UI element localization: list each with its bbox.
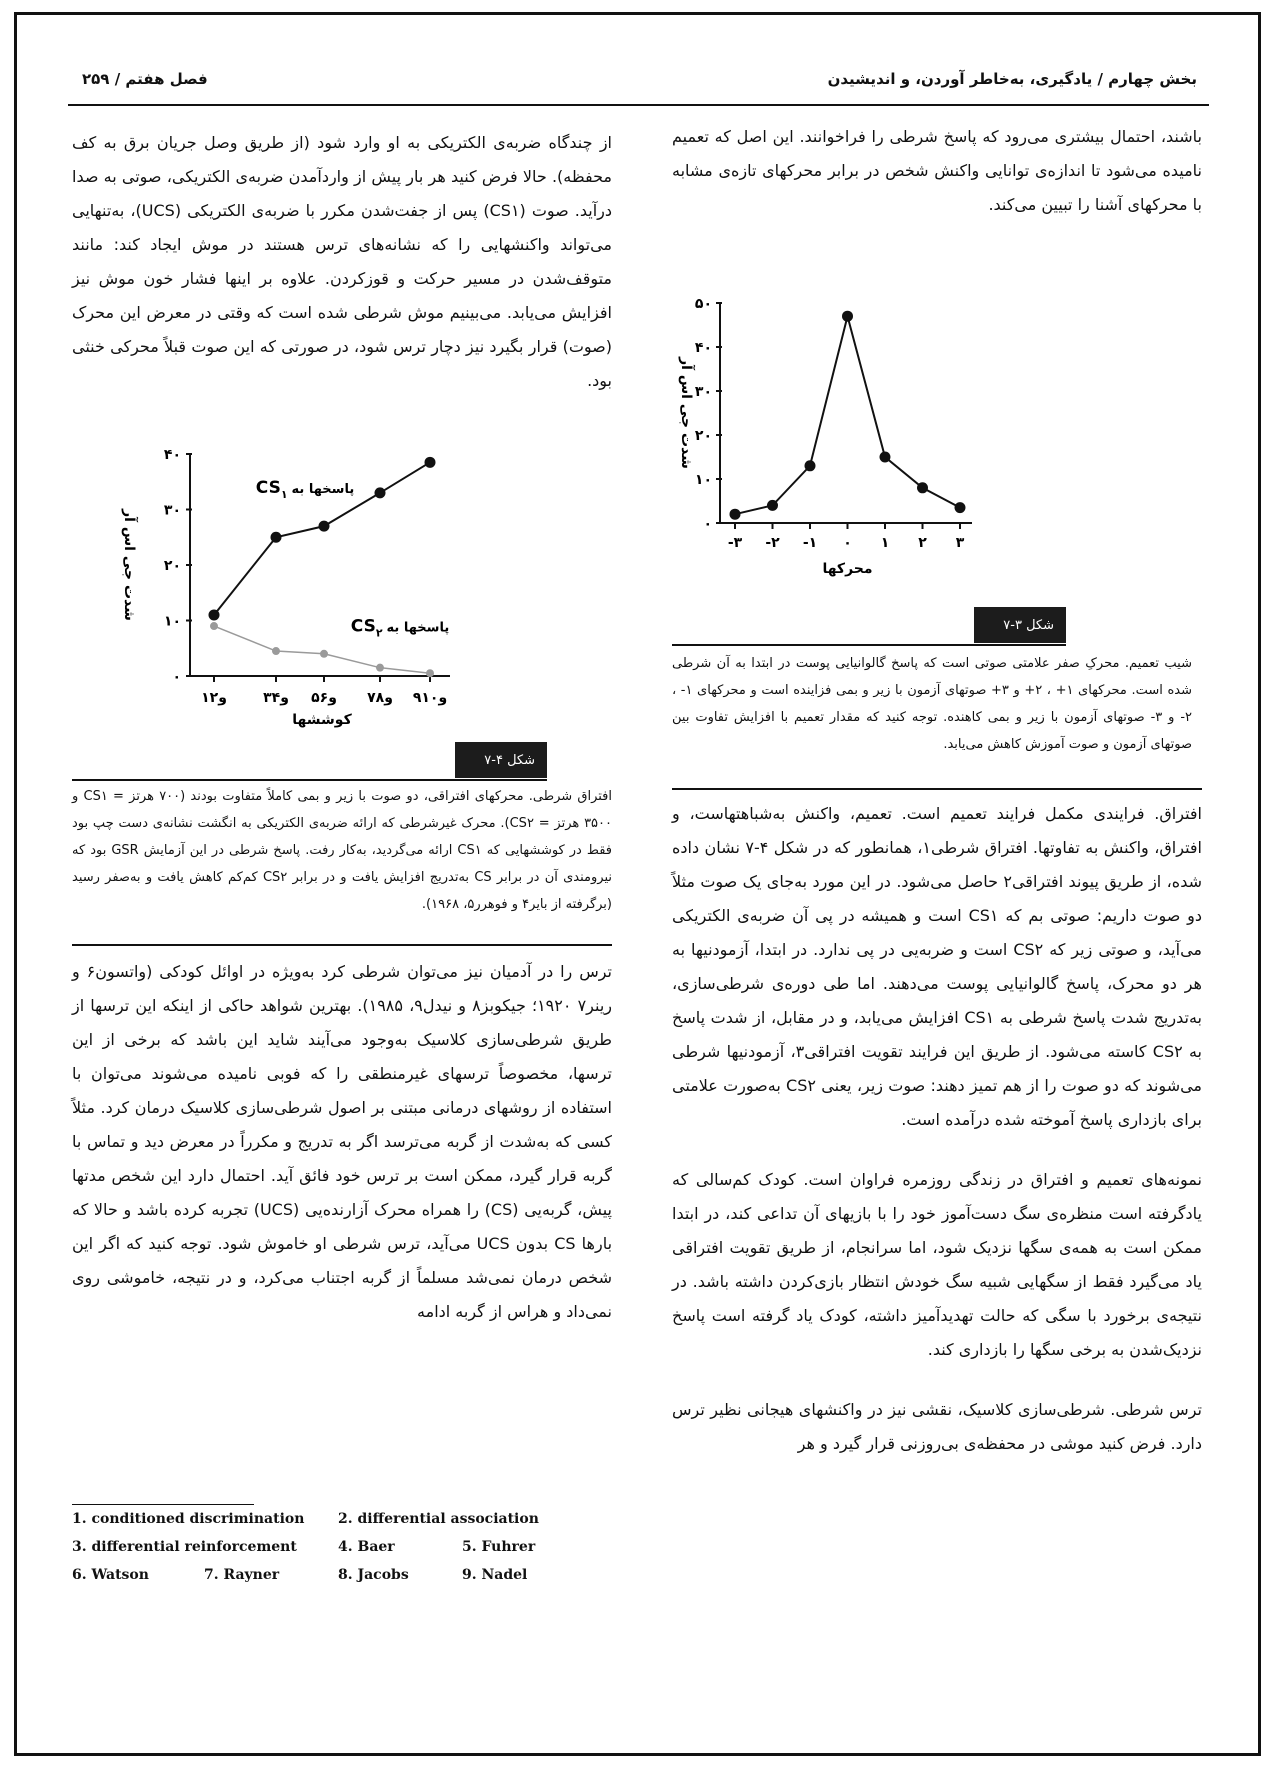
y-tick-label: ۲۰	[694, 428, 712, 444]
data-point	[210, 622, 218, 630]
y-tick-label: ۳۰	[694, 384, 712, 400]
figure-7-3-label: شکل ۳-۷	[974, 607, 1066, 643]
y-tick-label: ۰	[703, 516, 712, 532]
caption-end-rule	[672, 788, 1202, 790]
figure-7-4-caption: افتراق شرطی. محرکهای افتراقی، دو صوت با زیر و بمی کاملاً متفاوت بودند (۷۰۰ هرتز = CS۱ و ۳۵۰۰ هرتز = CS۲). محرک غیرشرطی که ارائه ضربه‌ی الکتریکی به انگشت نشانه‌ی دست چپ بود فقط در کوششهایی که CS۱ ارائه می‌گردید، به‌کار رفت. پاسخ شرطی در این آزمایش GSR بود که نیرومندی آن در برابر CS به‌تدریج افزایش یافت و در برابر CS۲ کم‌کم کاهش یافت و به‌صفر رسید (برگرفته از بایر۴ و فوهرر۵، ۱۹۶۸).	[72, 789, 612, 912]
data-point	[320, 650, 328, 658]
figure-7-3-caption: شیب تعمیم. محرکِ صفر علامتی صوتی است که پاسخ گالوانیایی پوست در ابتدا به آن شرطی شده است. محرکهای ۱+ ، ۲+ و ۳+ صوتهای آزمون با زیر و بمی فزاینده است و محرکهای ۱- ، ۲- و ۳- صوتهای آزمون با زیر و بمی کاهنده. توجه کنید که مقدار تعمیم با افزایش تفاوت بین صوتهای آزمون و صوت آموزش کاهش می‌یابد.	[672, 656, 1192, 752]
x-tick-label: -۳	[727, 535, 743, 551]
footnote-1: 1. conditioned discrimination	[72, 1511, 305, 1527]
x-axis-label: کوششها	[292, 712, 352, 728]
x-tick-label: ۰	[843, 535, 852, 551]
running-header-part: بخش چهارم / یادگیری، به‌خاطر آوردن، و اندیشیدن	[827, 70, 1197, 88]
x-tick-label: ۱	[880, 535, 890, 551]
paragraph-conditioned-fear: ترس شرطی. شرطی‌سازی کلاسیک، نقشی نیز در واکنشهای هیجانی نظیر ترس دارد. فرض کنید موشی در محفظه‌ی بی‌روزنی قرار گیرد و هر	[672, 1400, 1202, 1453]
x-tick-label: -۱	[802, 535, 818, 551]
figure-7-4-label: شکل ۴-۷	[455, 742, 547, 778]
figure-7-4-chart	[95, 430, 515, 750]
data-point	[319, 521, 330, 532]
data-point	[955, 502, 966, 513]
footnote-6: 6. Watson	[72, 1567, 149, 1583]
figure-7-3-rule	[672, 644, 1066, 646]
paragraph-human-fear: ترس را در آدمیان نیز می‌توان شرطی کرد به‌ویژه در اوائل کودکی (واتسون۶ و رینر۷ ۱۹۲۰؛ جیکوبز۸ و نیدل۹، ۱۹۸۵). بهترین شواهد حاکی از اینکه این ترسها از طریق شرطی‌سازی کلاسیک به‌وجود می‌آیند شاید این باشد که برخی از این ترسها، مخصوصاً ترسهای غیرمنطقی را که فوبی نامیده می‌شوند می‌توان با استفاده از روشهای درمانی مبتنی بر اصول شرطی‌سازی کلاسیک درمان کرد. مثلاً کسی که به‌شدت از گربه می‌ترسد اگر به تدریج و مکرراً در معرض دید و تماس با گربه قرار گیرد، ممکن است بر ترس خود فائق آید. احتمال دارد این شخص مدتها پیش، گربه‌یی (CS) را همراه محرک آزارنده‌یی (UCS) تجربه کرده باشد و حالا که بارها CS بدون UCS می‌آید، ترس شرطی او خاموش شود. توجه کنید که اگر این شخص درمان نمی‌شد مسلماً از گربه اجتناب می‌کرد، و در نتیجه، خاموشی روی نمی‌داد و هراس از گربه ادامه	[72, 962, 613, 1321]
data-point	[271, 532, 282, 543]
data-point	[376, 664, 384, 672]
footnote-3: 3. differential reinforcement	[72, 1539, 297, 1555]
data-point	[730, 509, 741, 520]
y-tick-label: ۴۰	[694, 340, 712, 356]
x-tick-label: ۷و۸	[367, 690, 393, 706]
y-tick-label: ۳۰	[163, 502, 181, 519]
figure-7-4-rule	[72, 779, 547, 781]
data-point	[917, 482, 928, 493]
data-point	[272, 647, 280, 655]
footnote-rule	[72, 1504, 254, 1505]
paragraph-everyday-examples: نمونه‌های تعمیم و افتراق در زندگی روزمره فراوان است. کودک کم‌سالی که یادگرفته است منظره‌ی سگ دست‌آموز خود را با بازیهای آن تداعی کند، در ابتدا ممکن است به همه‌ی سگها نزدیک شود، اما سرانجام، از طریق تقویت افتراقی یاد می‌گیرد فقط از سگهایی شبیه سگ خودش انتظار بازی‌کردن داشته باشد. در نتیجه‌ی برخورد با سگی که حالت تهدیدآمیز داشته، کودک یاد گرفته است پاسخ نزدیک‌شدن به برخی سگها را بازداری کند.	[672, 1170, 1202, 1359]
y-tick-label: ۲۰	[163, 558, 181, 574]
right-intro-paragraph: باشند، احتمال بیشتری می‌رود که پاسخ شرطی را فراخوانند. این اصل که تعمیم نامیده می‌شود تا اندازه‌ی توانایی واکنش شخص در برابر محرکهای تازه‌ی مشابه با محرکهای آشنا را تبیین می‌کند.	[672, 127, 1202, 214]
y-tick-label: ۵۰	[694, 296, 712, 312]
x-tick-label: ۹و۱۰	[412, 690, 448, 706]
series-label: $CS_۲$ پاسخها به	[350, 616, 450, 640]
y-tick-label: ۱۰	[694, 472, 712, 488]
y-axis-label: شدت جی اس آر	[121, 509, 137, 621]
x-tick-label: -۲	[765, 535, 780, 551]
x-axis-label: محرکها	[822, 561, 873, 577]
footnote-7: 7. Rayner	[204, 1567, 280, 1583]
data-point	[425, 457, 436, 468]
caption-end-rule-left	[72, 944, 612, 946]
y-tick-label: ۱۰	[163, 613, 181, 630]
data-point	[426, 669, 434, 677]
data-point	[767, 500, 778, 511]
y-axis-label: شدت جی اس آر	[678, 357, 694, 469]
data-point	[880, 452, 891, 463]
left-intro-paragraph: از چندگاه ضربه‌ی الکتریکی به او وارد شود (از طریق وصل جریان برق به کف محفظه). حالا فرض کنید هر بار پیش از واردآمدن ضربه‌ی الکتریکی، صوتی به صدا درآید. صوت (CS۱) پس از جفت‌شدن مکرر با ضربه‌ی الکتریکی (UCS)، به‌تنهایی می‌تواند واکنشهایی را که نشانه‌های ترس هستند در موش ایجاد کند: مانند متوقف‌شدن در مسیر حرکت و قوزکردن. علاوه بر اینها فشار خون موش نیز افزایش می‌یابد. می‌بینیم موش شرطی شده است که وقتی در معرض این محرک (صوت) قرار بگیرد نیز دچار ترس شود، در صورتی که این صوت قبلاً محرکی خنثی بود.	[72, 133, 612, 390]
header-rule	[68, 104, 1209, 106]
footnote-5: 5. Fuhrer	[462, 1539, 536, 1555]
data-point	[375, 487, 386, 498]
data-point	[209, 609, 220, 620]
y-tick-label: ۰	[172, 669, 181, 685]
paragraph-discrimination: افتراق. فرایندی مکمل فرایند تعمیم است. تعمیم، واکنش به‌شباهتهاست، و افتراق، واکنش به تفاوتها. افتراق شرطی۱، همانطور که در شکل ۴-۷ نشان داده شده، از طریق پیوند افتراقی۲ حاصل می‌شود. در این مورد به‌جای یک صوت مثلاً دو صوت داریم: صوتی بم که CS۱ است و همیشه در پی آن ضربه‌ی الکتریکی می‌آید، و صوتی زیر که CS۲ است و ضربه‌یی در پی ندارد. در ابتدا، آزمودنیها به هر دو محرک، پاسخ گالوانیایی پوست می‌دهند. اما طی دوره‌ی شرطی‌سازی، به‌تدریج شدت پاسخ شرطی به CS۱ افزایش می‌یابد، و در مقابل، از شدت پاسخ به CS۲ کاسته می‌شود. از طریق این فرایند تقویت افتراقی۳، آزمودنیها شرطی می‌شوند که دو صوت را از هم تمیز دهند: صوت زیر، یعنی CS۲ به‌صورت علامتی برای بازداری پاسخ آموخته شده درآمده است.	[672, 804, 1203, 1129]
x-tick-label: ۳و۴	[263, 690, 289, 706]
footnote-4: 4. Baer	[338, 1539, 395, 1555]
y-tick-label: ۴۰	[163, 447, 181, 463]
figure-7-3-chart	[660, 270, 1060, 600]
x-tick-label: ۲	[918, 535, 927, 551]
footnote-8: 8. Jacobs	[338, 1567, 409, 1583]
x-tick-label: ۵و۶	[311, 690, 337, 706]
data-point	[842, 311, 853, 322]
footnote-9: 9. Nadel	[462, 1567, 528, 1583]
data-point	[805, 460, 816, 471]
x-tick-label: ۱و۲	[201, 690, 227, 706]
x-tick-label: ۳	[955, 535, 965, 551]
series-label: $CS_۱$ پاسخها به	[255, 477, 355, 501]
footnote-2: 2. differential association	[338, 1511, 539, 1527]
running-header-chapter-page: فصل هفتم / ۲۵۹	[82, 70, 208, 88]
